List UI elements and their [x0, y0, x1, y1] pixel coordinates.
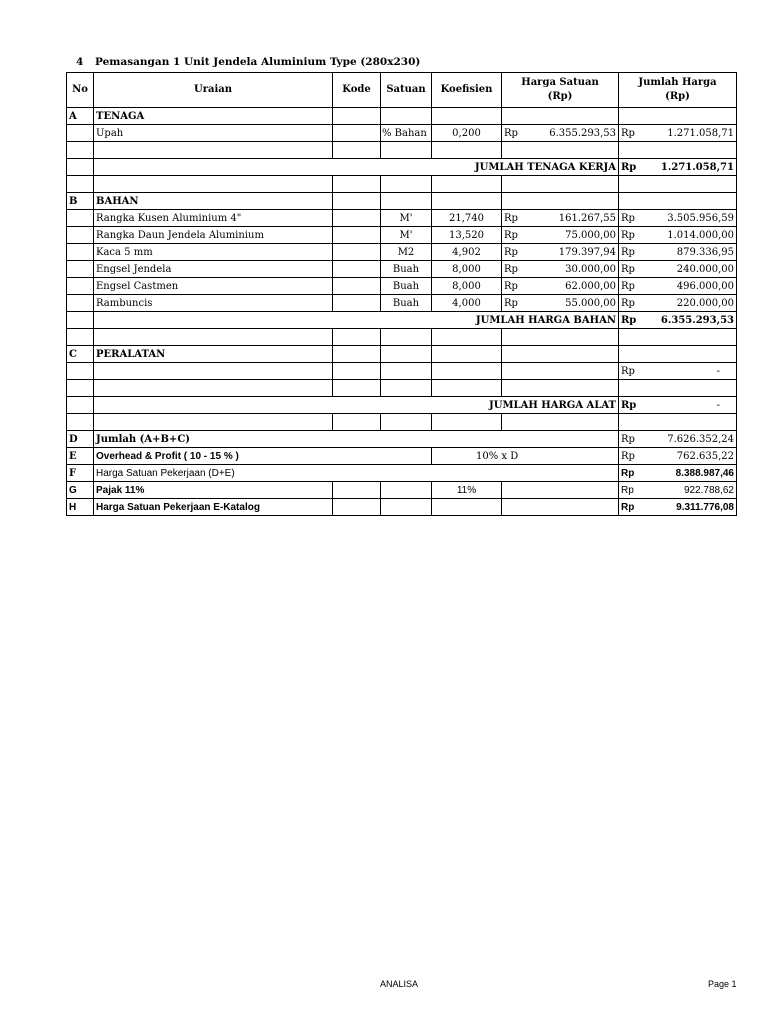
item-jumlah: 496.000,00	[639, 278, 737, 295]
section-no: B	[67, 193, 94, 210]
currency-label: Rp	[619, 499, 639, 516]
currency-label: Rp	[619, 125, 639, 142]
summary-no: D	[67, 431, 94, 448]
subtotal-label: JUMLAH TENAGA KERJA	[94, 159, 619, 176]
currency-label: Rp	[619, 261, 639, 278]
summary-value: 7.626.352,24	[639, 431, 737, 448]
item-harga: 75.000,00	[524, 227, 619, 244]
footer-sheet-name: ANALISA	[380, 979, 419, 989]
item-satuan: M'	[381, 210, 432, 227]
summary-row-f	[67, 465, 737, 482]
currency-label: Rp	[619, 397, 639, 414]
currency-label: Rp	[619, 159, 639, 176]
item-satuan: M2	[381, 244, 432, 261]
item-harga: 161.267,55	[524, 210, 619, 227]
summary-value: 762.635,22	[639, 448, 737, 465]
table-row	[67, 278, 737, 295]
empty-row	[67, 380, 737, 397]
currency-label: Rp	[619, 227, 639, 244]
item-koefisien: 4,902	[432, 244, 502, 261]
item-jumlah: -	[639, 363, 737, 380]
header-uraian: Uraian	[94, 73, 333, 108]
subtotal-value: 1.271.058,71	[639, 159, 737, 176]
summary-koef: 11%	[432, 482, 502, 499]
empty-row	[67, 414, 737, 431]
table-row	[67, 363, 737, 380]
section-a-row	[67, 108, 737, 125]
item-satuan: M'	[381, 227, 432, 244]
currency-label: Rp	[502, 295, 524, 312]
currency-label: Rp	[619, 482, 639, 499]
footer-page-number: Page 1	[708, 979, 737, 989]
currency-label: Rp	[619, 448, 639, 465]
item-harga: 179.397,94	[524, 244, 619, 261]
table-header	[67, 73, 737, 108]
item-koefisien: 21,740	[432, 210, 502, 227]
item-uraian: Upah	[94, 125, 333, 142]
table-row	[67, 227, 737, 244]
currency-label: Rp	[619, 278, 639, 295]
item-jumlah: 3.505.956,59	[639, 210, 737, 227]
summary-label: Jumlah (A+B+C)	[94, 431, 619, 448]
summary-value: 922.788,62	[639, 482, 737, 499]
currency-label: Rp	[502, 244, 524, 261]
empty-row	[67, 176, 737, 193]
item-satuan: Buah	[381, 295, 432, 312]
item-harga: 6.355.293,53	[524, 125, 619, 142]
subtotal-row	[67, 312, 737, 329]
table-row	[67, 295, 737, 312]
item-jumlah: 240.000,00	[639, 261, 737, 278]
currency-label: Rp	[619, 312, 639, 329]
item-koefisien: 13,520	[432, 227, 502, 244]
item-jumlah: 1.014.000,00	[639, 227, 737, 244]
item-koefisien: 4,000	[432, 295, 502, 312]
section-label: PERALATAN	[94, 346, 333, 363]
analysis-table	[66, 72, 737, 516]
summary-no: E	[67, 448, 94, 465]
item-satuan: Buah	[381, 278, 432, 295]
item-uraian: Engsel Castmen	[94, 278, 333, 295]
currency-label: Rp	[502, 261, 524, 278]
currency-label: Rp	[502, 227, 524, 244]
summary-row-d	[67, 431, 737, 448]
item-uraian: Rangka Daun Jendela Aluminium	[94, 227, 333, 244]
summary-value: 9.311.776,08	[639, 499, 737, 516]
header-no: No	[67, 73, 94, 108]
currency-label: Rp	[619, 431, 639, 448]
subtotal-row	[67, 159, 737, 176]
summary-label: Pajak 11%	[94, 482, 333, 499]
item-uraian: Rambuncis	[94, 295, 333, 312]
item-koefisien: 8,000	[432, 261, 502, 278]
section-no: C	[67, 346, 94, 363]
title-text: Pemasangan 1 Unit Jendela Aluminium Type (280x230)	[95, 56, 421, 68]
summary-label: Overhead & Profit ( 10 - 15 % )	[94, 448, 432, 465]
summary-no: H	[67, 499, 94, 516]
currency-label: Rp	[502, 210, 524, 227]
header-jumlah-harga: Jumlah Harga (Rp)	[619, 73, 737, 108]
currency-label: Rp	[619, 295, 639, 312]
table-row	[67, 210, 737, 227]
item-uraian: Kaca 5 mm	[94, 244, 333, 261]
summary-calc: 10% x D	[432, 448, 619, 465]
item-koefisien: 0,200	[432, 125, 502, 142]
item-uraian: Rangka Kusen Aluminium 4"	[94, 210, 333, 227]
item-number: 4	[76, 56, 84, 68]
subtotal-row	[67, 397, 737, 414]
summary-label: Harga Satuan Pekerjaan (D+E)	[94, 465, 619, 482]
header-koefisien: Koefisien	[432, 73, 502, 108]
currency-label: Rp	[619, 465, 639, 482]
currency-label: Rp	[502, 125, 524, 142]
currency-label: Rp	[502, 278, 524, 295]
section-b-row	[67, 193, 737, 210]
table-row	[67, 244, 737, 261]
section-c-row	[67, 346, 737, 363]
empty-row	[67, 329, 737, 346]
document-title	[76, 56, 420, 68]
section-label: TENAGA	[94, 108, 333, 125]
table-row	[67, 125, 737, 142]
summary-row-h	[67, 499, 737, 516]
currency-label: Rp	[619, 210, 639, 227]
item-harga: 30.000,00	[524, 261, 619, 278]
item-koefisien: 8,000	[432, 278, 502, 295]
item-jumlah: 879.336,95	[639, 244, 737, 261]
subtotal-value: -	[639, 397, 737, 414]
item-satuan: % Bahan	[381, 125, 432, 142]
item-jumlah: 1.271.058,71	[639, 125, 737, 142]
summary-value: 8.388.987,46	[639, 465, 737, 482]
subtotal-value: 6.355.293,53	[639, 312, 737, 329]
summary-no: G	[67, 482, 94, 499]
currency-label: Rp	[619, 363, 639, 380]
item-satuan: Buah	[381, 261, 432, 278]
summary-row-e	[67, 448, 737, 465]
item-uraian: Engsel Jendela	[94, 261, 333, 278]
currency-label: Rp	[619, 244, 639, 261]
summary-row-g	[67, 482, 737, 499]
section-no: A	[67, 108, 94, 125]
item-harga: 55.000,00	[524, 295, 619, 312]
empty-row	[67, 142, 737, 159]
item-harga: 62.000,00	[524, 278, 619, 295]
item-jumlah: 220.000,00	[639, 295, 737, 312]
section-label: BAHAN	[94, 193, 333, 210]
subtotal-label: JUMLAH HARGA ALAT	[94, 397, 619, 414]
subtotal-label: JUMLAH HARGA BAHAN	[94, 312, 619, 329]
header-kode: Kode	[333, 73, 381, 108]
header-harga-satuan: Harga Satuan (Rp)	[502, 73, 619, 108]
table-row	[67, 261, 737, 278]
summary-label: Harga Satuan Pekerjaan E-Katalog	[94, 499, 333, 516]
header-satuan: Satuan	[381, 73, 432, 108]
summary-no: F	[67, 465, 94, 482]
